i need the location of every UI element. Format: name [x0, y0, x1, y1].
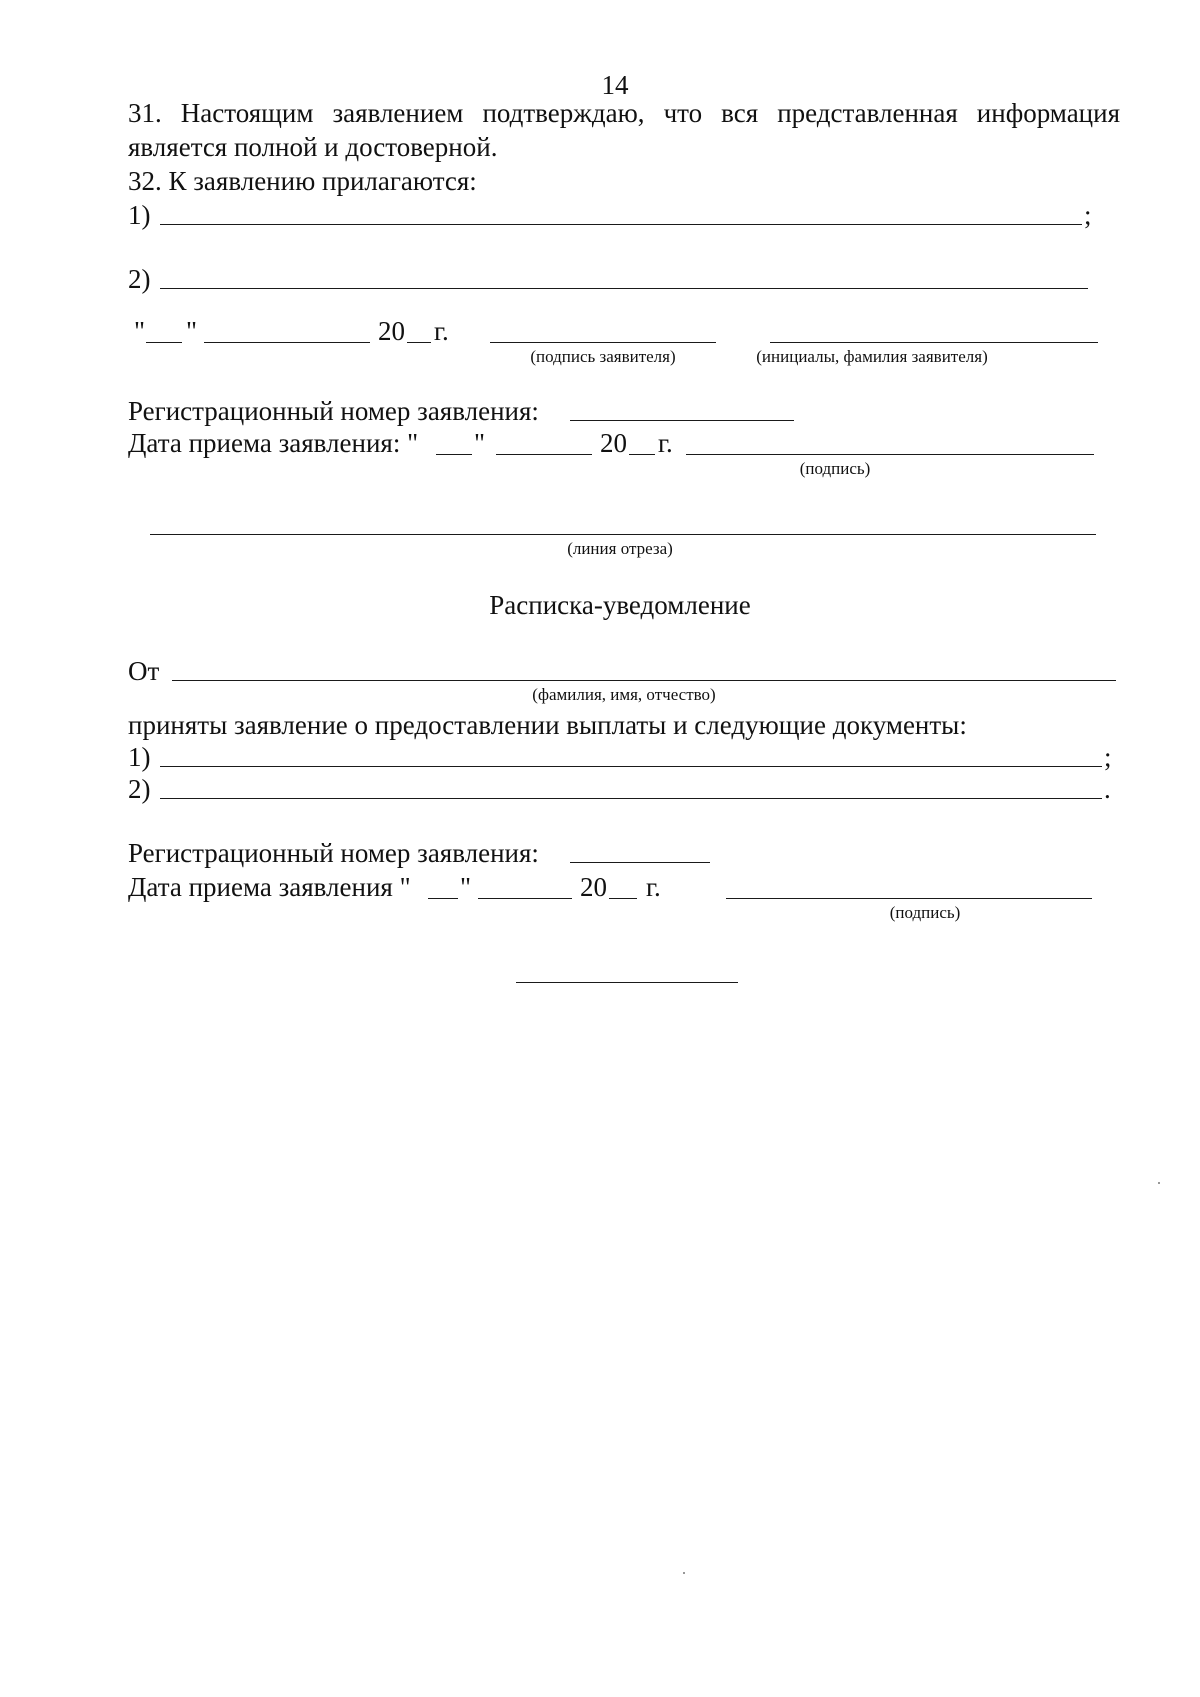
page-number: 14: [601, 70, 629, 100]
attachments-heading: 32. К заявлению прилагаются:: [128, 166, 477, 196]
date-year-suffix: г.: [434, 316, 449, 346]
date-year-prefix: 20: [378, 316, 405, 346]
receipt-registration-label: Регистрационный номер заявления:: [128, 838, 539, 868]
date-day-line[interactable]: [146, 342, 182, 343]
receipt-date-year-suffix: г.: [658, 428, 673, 458]
receipt-item-2-line[interactable]: [160, 798, 1102, 799]
from-label: От: [128, 656, 160, 686]
receipt-acceptance-month-line[interactable]: [478, 898, 572, 899]
receipt-acceptance-year-prefix: 20: [580, 872, 607, 902]
receipt-acceptance-quote-close: ": [460, 872, 472, 902]
date-quote-open: ": [134, 316, 146, 346]
receipt-date-quote-close: ": [474, 428, 486, 458]
cut-line-caption: (линия отреза): [567, 539, 673, 558]
scan-speck: [1158, 1182, 1160, 1184]
from-fio-caption: (фамилия, имя, отчество): [532, 685, 716, 704]
date-month-line[interactable]: [204, 342, 370, 343]
from-fio-line[interactable]: [172, 680, 1116, 681]
receipt-acceptance-date-label: Дата приема заявления ": [128, 872, 411, 902]
receipt-title: Расписка-уведомление: [489, 590, 751, 620]
attachment-2-line[interactable]: [160, 288, 1088, 289]
receipt-acceptance-year-suffix: г.: [646, 872, 661, 902]
receipt-date-year-prefix: 20: [600, 428, 627, 458]
receipt-registration-line[interactable]: [570, 862, 710, 863]
receipt-date-month-line[interactable]: [496, 454, 592, 455]
accepted-documents-text: приняты заявление о предоставлении выплаты и следующие документы:: [128, 710, 967, 740]
attachment-1-end: ;: [1084, 200, 1092, 230]
cut-line: [150, 534, 1096, 535]
date-year-line[interactable]: [407, 342, 431, 343]
attachment-2-number: 2): [128, 264, 151, 294]
registration-number-label: Регистрационный номер заявления:: [128, 396, 539, 426]
receipt-item-1-end: ;: [1104, 742, 1112, 772]
attachment-1-number: 1): [128, 200, 151, 230]
statement-31-line2: является полной и достоверной.: [128, 132, 498, 162]
receipt-date-day-line[interactable]: [436, 454, 472, 455]
receipt-item-1-line[interactable]: [160, 766, 1102, 767]
attachment-1-line[interactable]: [160, 224, 1082, 225]
receipt-item-2-end: .: [1104, 774, 1111, 804]
receipt-date-label: Дата приема заявления: ": [128, 428, 419, 458]
applicant-signature-caption: (подпись заявителя): [530, 347, 676, 366]
applicant-name-caption: (инициалы, фамилия заявителя): [756, 347, 988, 366]
receipt-signature-caption: (подпись): [799, 459, 871, 478]
receipt-acceptance-day-line[interactable]: [428, 898, 458, 899]
receipt-date-year-line[interactable]: [629, 454, 655, 455]
scan-speck: [683, 1572, 685, 1574]
receipt-signature-line[interactable]: [686, 454, 1094, 455]
end-separator-line: [516, 982, 738, 983]
applicant-name-line[interactable]: [770, 342, 1098, 343]
applicant-signature-line[interactable]: [490, 342, 716, 343]
date-quote-close: ": [186, 316, 198, 346]
receipt-item-2-number: 2): [128, 774, 151, 804]
receipt-acceptance-signature-line[interactable]: [726, 898, 1092, 899]
receipt-acceptance-signature-caption: (подпись): [889, 903, 961, 922]
registration-number-line[interactable]: [570, 420, 794, 421]
receipt-item-1-number: 1): [128, 742, 151, 772]
statement-31-line1: 31. Настоящим заявлением подтверждаю, что вся представленная информация: [128, 98, 1120, 128]
receipt-acceptance-year-line[interactable]: [609, 898, 637, 899]
